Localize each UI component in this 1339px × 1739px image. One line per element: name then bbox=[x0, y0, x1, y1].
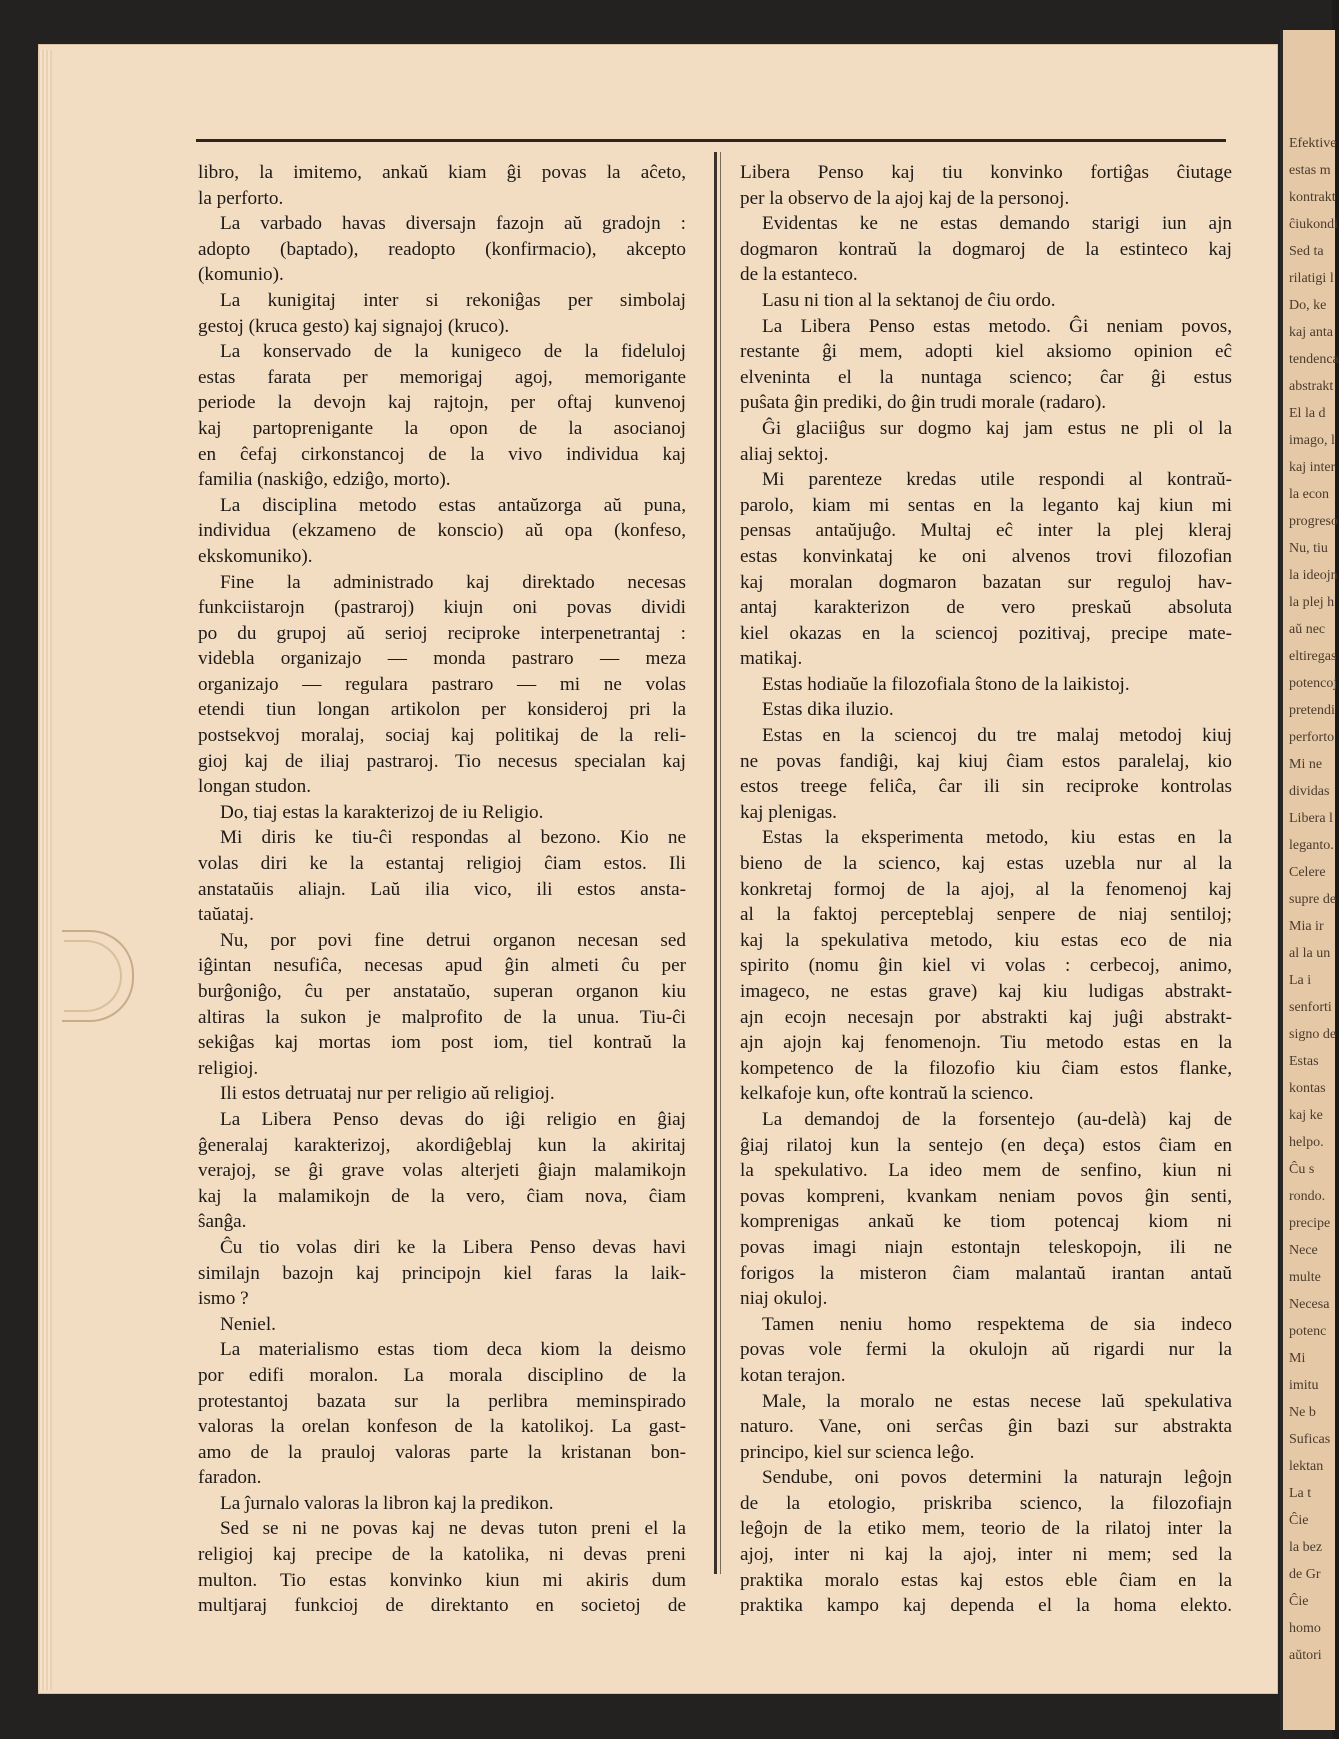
next-page-fragment: kontas bbox=[1289, 1081, 1326, 1096]
next-page-fragment: aŭtori bbox=[1289, 1648, 1322, 1663]
next-page-fragment: progreso bbox=[1289, 514, 1338, 529]
text-line: de la etologio, priskriba scienco, la filozofiajn bbox=[740, 1492, 1232, 1514]
text-line: Neniel. bbox=[220, 1313, 276, 1335]
text-line: parolo, kiam mi sentas en la leganto kaj kiun mi bbox=[740, 494, 1232, 516]
next-page-edge bbox=[1280, 30, 1339, 1730]
next-page-fragment: precipe bbox=[1289, 1216, 1331, 1231]
next-page-fragment: La i bbox=[1289, 973, 1312, 988]
next-page-fragment: la plej h bbox=[1289, 595, 1335, 610]
next-page-fragment: dividas bbox=[1289, 784, 1330, 799]
next-page-fragment: Ne b bbox=[1289, 1405, 1316, 1420]
text-line: kotan terajon. bbox=[740, 1364, 846, 1386]
text-line: videbla organizajo — monda pastraro — meza bbox=[198, 648, 686, 670]
next-page-fragment: kaj ke bbox=[1289, 1108, 1323, 1123]
next-page-fragment: pretendi bbox=[1289, 703, 1335, 718]
next-page-fragment: potenc bbox=[1289, 1324, 1327, 1339]
next-page-fragment: helpo. bbox=[1289, 1135, 1324, 1150]
text-line: Fine la administrado kaj direktado necesas bbox=[220, 571, 686, 593]
text-line: sekiĝas kaj mortas iom post iom, tiel kontraŭ la bbox=[198, 1032, 686, 1054]
column-divider-thin bbox=[720, 152, 721, 1574]
next-page-fragment: de Gr bbox=[1289, 1567, 1321, 1582]
next-page-fragment: Libera l bbox=[1289, 811, 1333, 826]
next-page-fragment: imitu bbox=[1289, 1378, 1319, 1393]
text-line: burĝoniĝo, ĉu per anstataŭo, superan organon kiu bbox=[198, 981, 686, 1002]
text-line: povas kompreni, kvankam neniam povos ĝin senti, bbox=[740, 1185, 1232, 1207]
text-line: ne povas fandiĝi, kaj kiuj ĉiam estos paralelaj, kio bbox=[740, 750, 1232, 772]
text-line: La demandoj de la forsentejo (au-delà) kaj de bbox=[762, 1108, 1232, 1130]
text-line: La ĵurnalo valoras la libron kaj la predikon. bbox=[220, 1492, 554, 1514]
text-line: amo de la prauloj valoras parte la kristanan bon- bbox=[198, 1441, 686, 1463]
text-line: organizajo — regulara pastraro — mi ne volas bbox=[198, 673, 686, 695]
text-line: po du grupoj aŭ serioj reciproke interpenetrantaj : bbox=[198, 622, 686, 644]
next-page-fragment: ĉiukondi bbox=[1289, 217, 1338, 232]
text-line: komprenigas ankaŭ ke tiom potencaj kiom ni bbox=[740, 1211, 1232, 1233]
next-page-fragment: Nu, tiu bbox=[1289, 541, 1328, 556]
text-line: individua (ekzameno de konscio) aŭ opa (konfeso, bbox=[198, 520, 686, 542]
next-page-fragment: la ideojn bbox=[1289, 568, 1338, 583]
text-line: La varbado havas diversajn fazojn aŭ gradojn : bbox=[220, 213, 686, 235]
next-page-fragment: Celere bbox=[1289, 865, 1326, 880]
text-line: praktika kampo kaj dependa el la homa elekto. bbox=[740, 1595, 1232, 1617]
text-line: ajn ecojn necesajn por abstrakti kaj juĝi abstrakt- bbox=[740, 1006, 1232, 1028]
text-line: funkciistarojn (pastraroj) kiujn oni povas dividi bbox=[198, 597, 686, 619]
text-line: longan studon. bbox=[198, 776, 311, 798]
text-line: Sed se ni ne povas kaj ne devas tuton preni el la bbox=[220, 1518, 686, 1540]
next-page-fragment: Mi bbox=[1289, 1351, 1306, 1366]
next-page-fragment: rondo. bbox=[1289, 1189, 1326, 1204]
text-line: La materialismo estas tiom deca kiom la deismo bbox=[220, 1339, 686, 1361]
text-line: protestantoj bazata sur la perlibra meminspirado bbox=[198, 1390, 686, 1412]
next-page-fragment: Ĉu s bbox=[1289, 1162, 1315, 1177]
text-line: kompetenco de la filozofio kiu ĉiam estos flanke, bbox=[740, 1057, 1232, 1079]
text-line: faradon. bbox=[198, 1467, 262, 1489]
text-line: naturo. Vane, oni serĉas ĝin bazi sur abstrakta bbox=[740, 1416, 1232, 1438]
text-line: estas konvinkataj ke oni alvenos trovi filozofian bbox=[740, 545, 1232, 567]
next-page-fragment: perforto bbox=[1289, 730, 1335, 745]
text-line: niaj okuloj. bbox=[740, 1288, 828, 1310]
text-line: estos treege feliĉa, ĉar ili sin reciproke kontrolas bbox=[740, 776, 1232, 798]
text-line: religioj kaj precipe de la katolika, ni devas preni bbox=[198, 1544, 686, 1566]
text-line: periode la devojn kaj rajtojn, per oftaj kunvenoj bbox=[198, 392, 686, 414]
text-line: taŭataj. bbox=[198, 904, 254, 926]
header-rule bbox=[196, 139, 1226, 142]
text-line: Sendube, oni povos determini la naturajn leĝojn bbox=[762, 1467, 1232, 1489]
text-line: valoras la orelan konfeson de la katolikoj. La gast- bbox=[198, 1416, 686, 1438]
text-line: al la faktoj percepteblaj senpere de niaj sentiloj; bbox=[740, 904, 1232, 926]
left-column bbox=[198, 160, 686, 1619]
next-page-fragment: Estas bbox=[1289, 1054, 1319, 1069]
text-line: povas imagi niajn estontajn teleskopojn, ili ne bbox=[740, 1236, 1232, 1258]
text-line: anstataŭis aliajn. Laŭ ilia vico, ili estos ansta- bbox=[198, 878, 686, 900]
text-line: Estas dika iluzio. bbox=[762, 699, 894, 721]
text-line: kelkafoje kun, ofte kontraŭ la scienco. bbox=[740, 1083, 1034, 1105]
text-line: por edifi moralon. La morala disciplino de la bbox=[198, 1364, 686, 1386]
next-page-fragment: Mia ir bbox=[1289, 919, 1324, 934]
text-line: en ĉefaj cirkonstancoj de la vivo individua kaj bbox=[198, 443, 686, 465]
text-line: pensas antaŭjuĝo. Multaj eĉ inter la plej kleraj bbox=[740, 520, 1232, 542]
next-page-fragment: kontrakt bbox=[1289, 190, 1336, 205]
text-line: La disciplina metodo estas antaŭzorga aŭ puna, bbox=[220, 494, 686, 516]
text-line: etendi tiun longan artikolon per konsideroj pri la bbox=[198, 699, 686, 721]
text-line: antaj karakterizon de vero preskaŭ absoluta bbox=[740, 597, 1232, 619]
text-line: ĝeneralaj karakterizoj, akordiĝeblaj kun la akiritaj bbox=[198, 1134, 686, 1156]
next-page-fragment: El la d bbox=[1289, 406, 1326, 421]
next-page-fragment: kaj anta bbox=[1289, 325, 1333, 340]
next-page-fragment: tendenca bbox=[1289, 352, 1339, 367]
text-line: ajn ajojn kaj fenomenojn. Tiu metodo estas en la bbox=[740, 1032, 1232, 1054]
text-line: gioj kaj de iliaj pastraroj. Tio necesus specialan kaj bbox=[198, 750, 686, 772]
next-page-fragment: rilatigi l bbox=[1289, 271, 1334, 286]
next-page-fragment: al la un bbox=[1289, 946, 1331, 961]
next-page-fragment: supre de bbox=[1289, 892, 1337, 907]
right-column bbox=[740, 160, 1232, 1619]
text-line: bieno de la scienco, kaj estas uzebla nur al la bbox=[740, 853, 1232, 875]
text-line: La Libera Penso devas do iĝi religio en ĝiaj bbox=[220, 1108, 686, 1130]
text-line: Mi parenteze kredas utile respondi al kontraŭ- bbox=[762, 469, 1232, 491]
text-line: ismo ? bbox=[198, 1288, 249, 1310]
text-line: volas diri ke la estantaj religioj ĉiam estos. Ili bbox=[198, 853, 686, 875]
text-line: dogmaron kontraŭ la dogmaroj de la estinteco kaj bbox=[740, 238, 1232, 260]
text-line: ekskomuniko). bbox=[198, 545, 313, 567]
text-line: kaj plenigas. bbox=[740, 801, 837, 823]
text-line: forigos la misteron ĉiam malantaŭ irantan antaŭ bbox=[740, 1262, 1232, 1284]
text-line: elveninta el la nuntaga scienco; ĉar ĝi estus bbox=[740, 366, 1232, 388]
next-page-fragment: multe bbox=[1289, 1270, 1321, 1285]
column-divider bbox=[714, 152, 717, 1574]
text-line: leĝojn de la etiko mem, teorio de la rilatoj inter la bbox=[740, 1518, 1232, 1540]
next-page-fragment: Do, ke bbox=[1289, 298, 1327, 313]
text-line: iĝintan nesufiĉa, necesas apud ĝin almeti ĉu per bbox=[198, 955, 686, 977]
next-page-fragment: imago, l bbox=[1289, 433, 1335, 448]
text-line: Mi diris ke tiu-ĉi respondas al bezono. Kio ne bbox=[220, 827, 686, 849]
text-line: religioj. bbox=[198, 1057, 259, 1079]
text-line: Nu, por povi fine detrui organon necesan sed bbox=[220, 929, 686, 951]
next-page-fragment: Ĉie bbox=[1289, 1594, 1309, 1609]
text-line: similajn bazojn kaj principojn kiel faras la laik- bbox=[198, 1262, 686, 1284]
next-page-fragment: potencoj bbox=[1289, 676, 1338, 691]
next-page-fragment: abstrakt bbox=[1289, 379, 1334, 394]
next-page-fragment: estas m bbox=[1289, 163, 1331, 178]
text-line: estas farata per memorigaj agoj, memorigante bbox=[198, 366, 686, 388]
text-line: ajoj, inter ni kaj la ajoj, inter ni mem; sed la bbox=[740, 1544, 1232, 1566]
text-line: familia (naskiĝo, edziĝo, morto). bbox=[198, 469, 451, 491]
next-page-fragment: Nece bbox=[1289, 1243, 1318, 1258]
text-line: La Libera Penso estas metodo. Ĝi neniam povos, bbox=[762, 315, 1232, 337]
text-line: Ĝi glaciiĝus sur dogmo kaj jam estus ne pli ol la bbox=[762, 417, 1232, 439]
text-line: ĝiaj rilatoj kun la sentejo (en deça) estos ĉiam en bbox=[740, 1134, 1232, 1156]
text-line: konkretaj formoj de la ajoj, al la fenomenoj kaj bbox=[740, 878, 1232, 900]
text-line: kaj partoprenigante la opon de la asocianoj bbox=[198, 417, 686, 439]
next-page-fragment: La t bbox=[1289, 1486, 1312, 1501]
text-line: praktika moralo estas kaj estos eble ĉiam en la bbox=[740, 1569, 1232, 1591]
next-page-fragment: eltiregas bbox=[1289, 649, 1337, 664]
text-line: Do, tiaj estas la karakterizoj de iu Religio. bbox=[220, 801, 544, 823]
text-line: ŝanĝa. bbox=[198, 1211, 247, 1233]
text-line: multon. Tio estas konvinko kiun mi akiris dum bbox=[198, 1569, 686, 1591]
next-page-fragment: aŭ nec bbox=[1289, 622, 1326, 637]
next-page-fragment: la econ bbox=[1289, 487, 1330, 502]
text-line: principo, kiel sur scienca leĝo. bbox=[740, 1441, 975, 1463]
next-page-fragment: Mi ne bbox=[1289, 757, 1323, 772]
next-page-fragment: Necesa bbox=[1289, 1297, 1330, 1312]
text-line: Evidentas ke ne estas demando starigi iun ajn bbox=[762, 213, 1232, 235]
text-line: de la estanteco. bbox=[740, 264, 858, 286]
text-line: altiras la sukon je malprofito de la unua. Tiu-ĉi bbox=[198, 1006, 686, 1028]
next-page-fragment: Efektive bbox=[1289, 136, 1337, 151]
text-line: Ili estos detruataj nur per religio aŭ religioj. bbox=[220, 1083, 555, 1105]
text-line: postsekvoj moralaj, sociaj kaj politikaj de la reli- bbox=[198, 725, 686, 747]
text-line: kaj la malamikojn de la vero, ĉiam nova, ĉiam bbox=[198, 1185, 686, 1207]
next-page-fragment: signo de bbox=[1289, 1027, 1337, 1042]
next-page-fragment: kaj inter bbox=[1289, 460, 1336, 475]
text-line: aliaj sektoj. bbox=[740, 443, 829, 465]
next-page-fragment: senforti bbox=[1289, 1000, 1332, 1015]
next-page-fragment: leganto. bbox=[1289, 838, 1334, 853]
text-line: Lasu ni tion al la sektanoj de ĉiu ordo. bbox=[762, 289, 1056, 311]
text-line: kaj la spekulativa metodo, kiu estas eco de nia bbox=[740, 929, 1232, 951]
text-line: spirito (nomu ĝin kiel vi volas : cerbecoj, animo, bbox=[740, 955, 1232, 977]
text-line: Estas hodiaŭe la filozofiala ŝtono de la laikistoj. bbox=[762, 673, 1130, 695]
text-line: kiel okazas en la sciencoj pozitivaj, precipe mate- bbox=[740, 622, 1232, 644]
text-line: Tamen neniu homo respektema de sia indeco bbox=[762, 1313, 1232, 1335]
text-line: povas vole fermi la okulojn aŭ rigardi nur la bbox=[740, 1339, 1232, 1361]
next-page-fragment: Sed ta bbox=[1289, 244, 1324, 259]
text-line: libro, la imitemo, ankaŭ kiam ĝi povas la aĉeto, bbox=[198, 162, 686, 183]
text-line: Libera Penso kaj tiu konvinko fortiĝas ĉiutage bbox=[740, 162, 1232, 183]
text-line: Estas la eksperimenta metodo, kiu estas en la bbox=[762, 827, 1232, 849]
text-line: La kunigitaj inter si rekoniĝas per simbolaj bbox=[220, 289, 686, 311]
text-line: Estas en la sciencoj du tre malaj metodoj kiuj bbox=[762, 725, 1232, 747]
next-page-fragment: lektan bbox=[1289, 1459, 1324, 1474]
text-line: kaj moralan dogmaron bazatan sur reguloj hav- bbox=[740, 571, 1232, 593]
text-line: adopto (baptado), readopto (konfirmacio), akcepto bbox=[198, 238, 686, 260]
text-line: la spekulativo. La ideo mem de senfino, kiun ni bbox=[740, 1160, 1232, 1182]
text-line: la perforto. bbox=[198, 187, 284, 209]
text-line: verajoj, se ĝi grave volas alterjeti ĝiajn malamikojn bbox=[198, 1160, 686, 1182]
text-line: per la observo de la ajoj kaj de la personoj. bbox=[740, 187, 1070, 209]
next-page-fragment: la bez bbox=[1289, 1540, 1323, 1555]
next-page-fragment: Suficas bbox=[1289, 1432, 1331, 1447]
text-line: puŝata ĝin prediki, do ĝin trudi morale (radaro). bbox=[740, 392, 1107, 414]
text-line: imageco, ne estas grave) kaj kiu ludigas abstrakt- bbox=[740, 981, 1232, 1002]
text-line: La konservado de la kunigeco de la fideluloj bbox=[220, 341, 686, 363]
next-page-fragment: homo bbox=[1289, 1621, 1321, 1636]
text-line: Ĉu tio volas diri ke la Libera Penso devas havi bbox=[220, 1236, 686, 1258]
page-edges bbox=[38, 50, 52, 1690]
text-line: gestoj (kruca gesto) kaj signajoj (kruco). bbox=[198, 315, 510, 337]
text-line: matikaj. bbox=[740, 648, 803, 670]
text-line: restante ĝi mem, adopti kiel aksiomo opinion eĉ bbox=[740, 341, 1232, 363]
text-line: (komunio). bbox=[198, 264, 284, 286]
text-line: multjaraj funkcioj de direktanto en societoj de bbox=[198, 1595, 686, 1617]
next-page-fragment: Ĉie bbox=[1289, 1513, 1309, 1528]
text-line: Male, la moralo ne estas necese laŭ spekulativa bbox=[762, 1390, 1232, 1412]
